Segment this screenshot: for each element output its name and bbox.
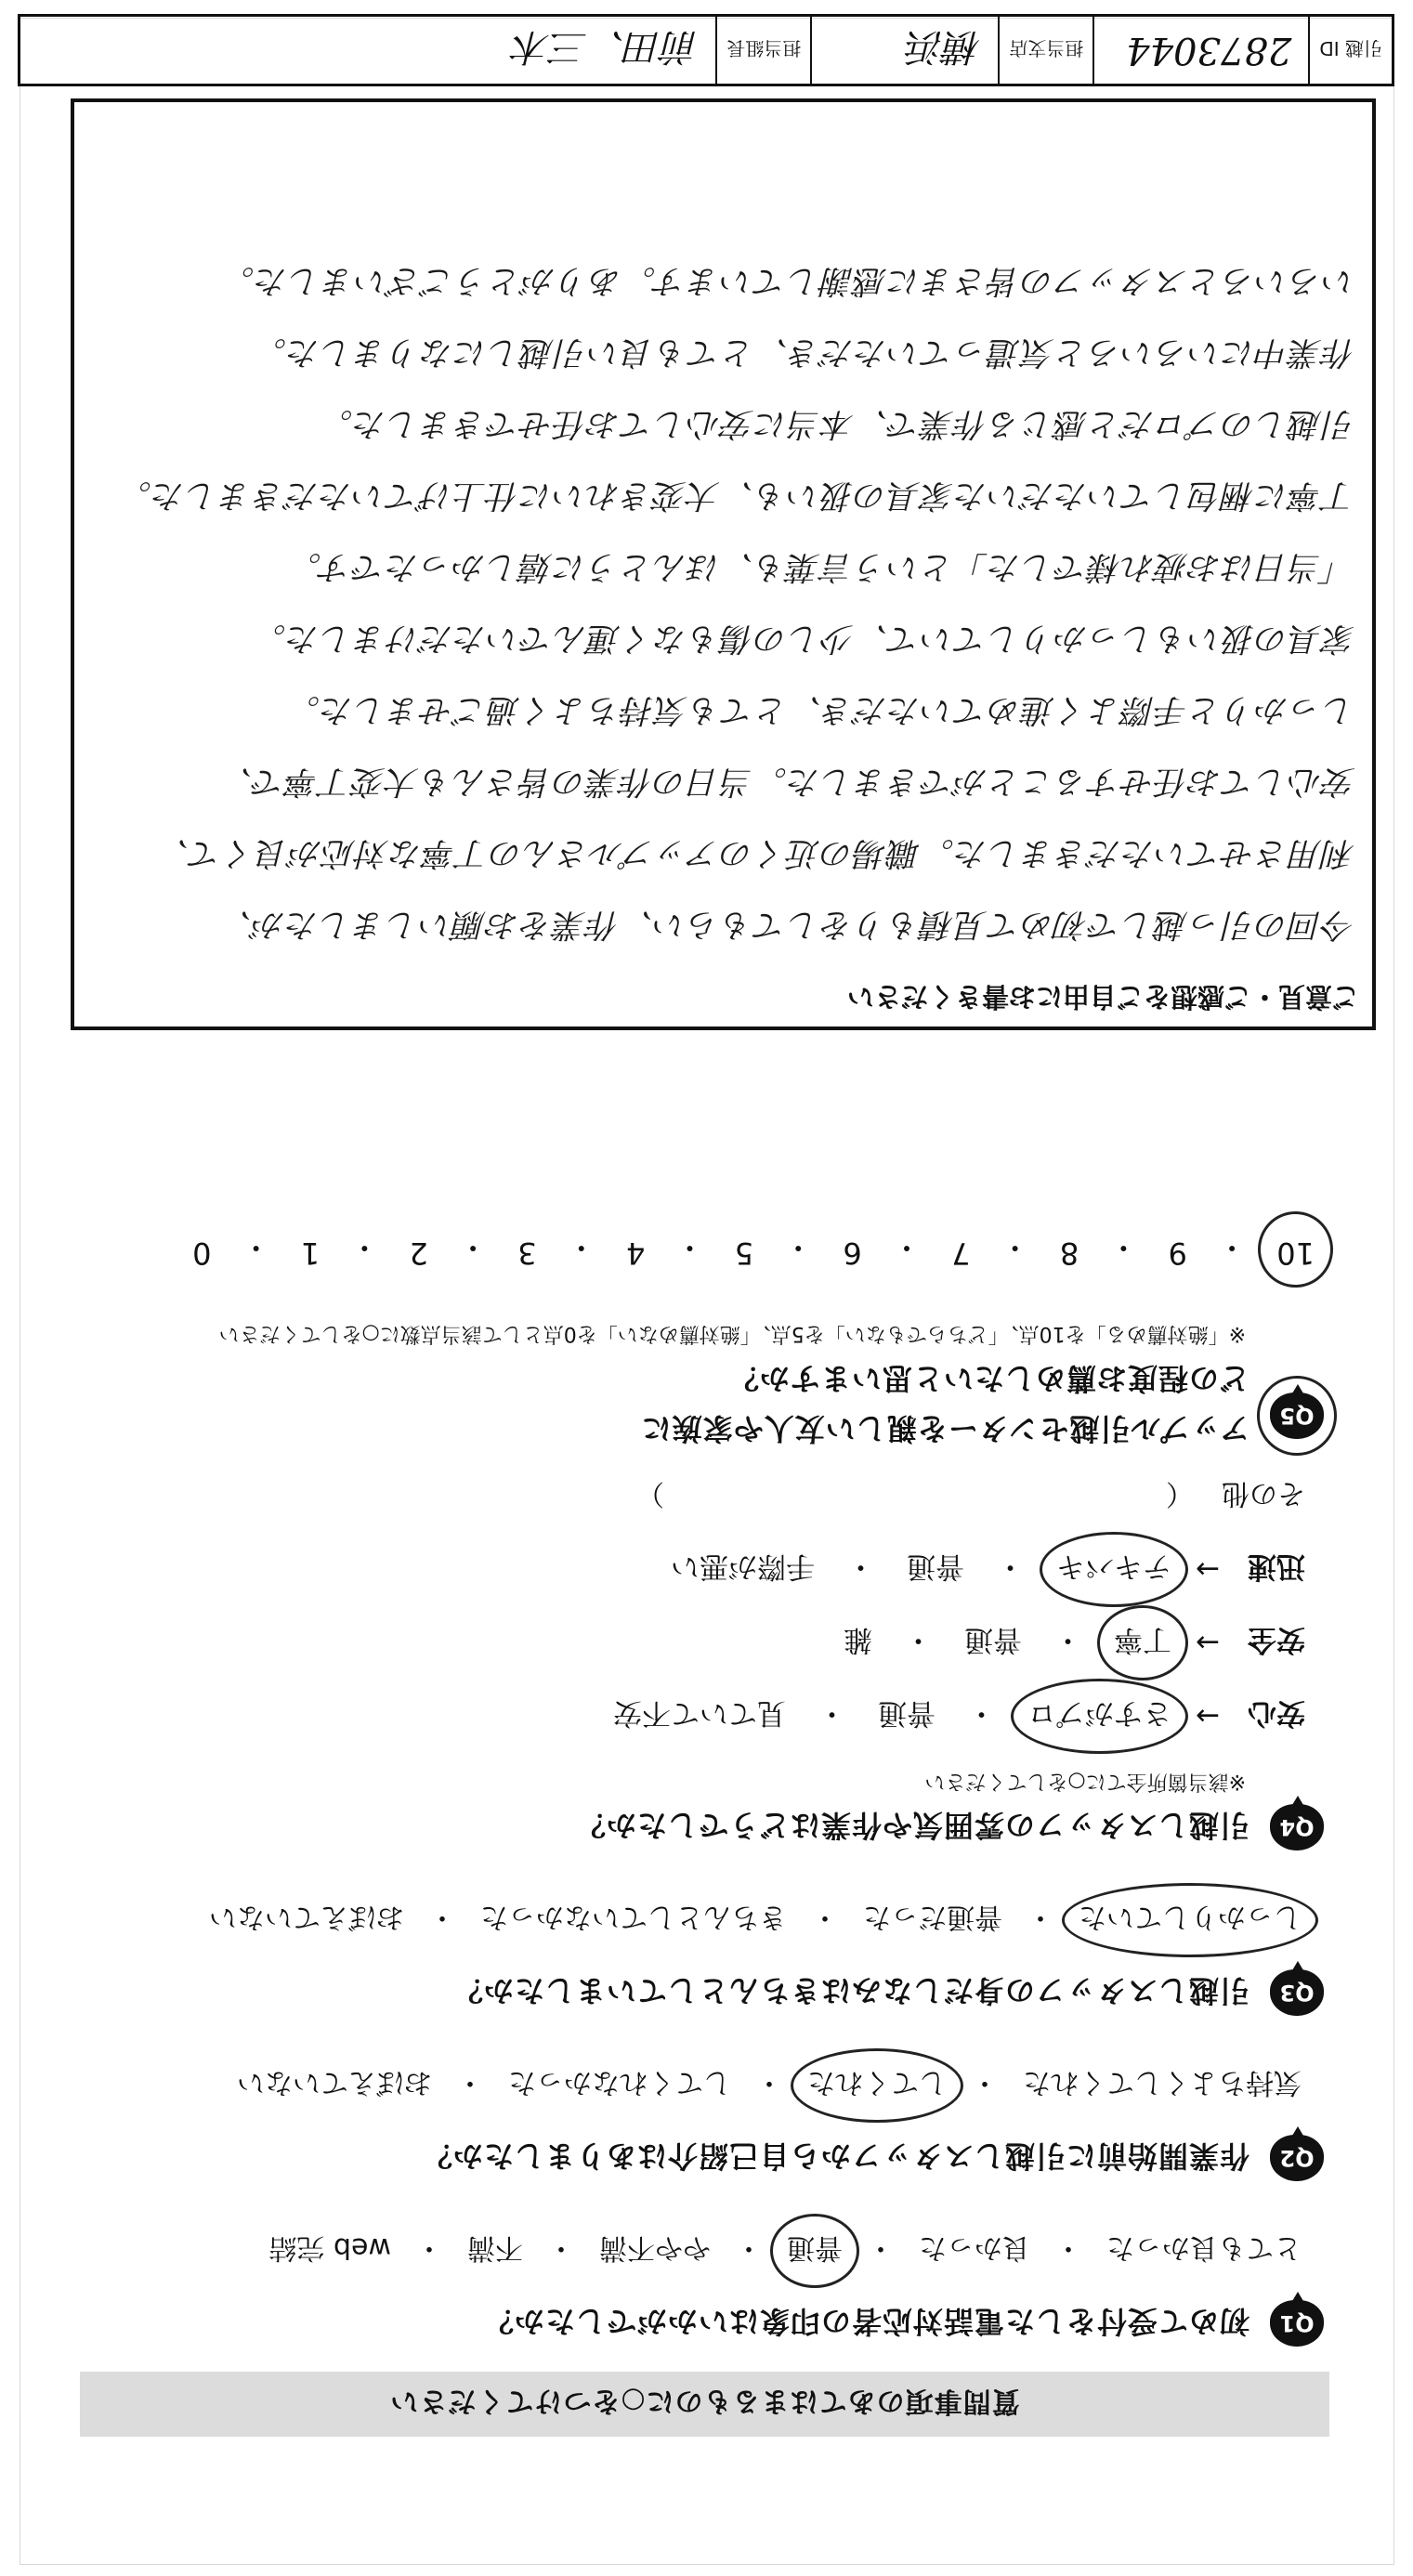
q3-option[interactable]: 普通だった bbox=[863, 1901, 1002, 1933]
q5-score[interactable]: 2 bbox=[409, 1236, 428, 1271]
q1-option[interactable]: 不満 bbox=[467, 2231, 523, 2264]
q5-text-line1: アップル引越センターを親しい友人や家族に bbox=[640, 1411, 1249, 1446]
q4-row-label: 安心 bbox=[1248, 1696, 1305, 1730]
q2-option[interactable]: おぼえていない bbox=[237, 2066, 432, 2099]
q5-score[interactable]: 3 bbox=[517, 1236, 537, 1271]
comment-line: 作業中にいろいろと気遣っていただき、とても良い引越しになりました。 bbox=[253, 333, 1355, 371]
q5-score[interactable]: 1 bbox=[300, 1236, 321, 1271]
comment-text bbox=[95, 244, 1355, 960]
q5-score[interactable]: 5 bbox=[734, 1236, 754, 1271]
q2-option[interactable]: 気持ちよくしてくれた bbox=[1023, 2066, 1302, 2099]
staff-value: 前田、三木 bbox=[513, 25, 700, 69]
q4-option[interactable]: 普通 bbox=[964, 1623, 1022, 1656]
question-1 bbox=[88, 2230, 1324, 2351]
q4-row-jinsoku: 迅速 → テキパキ ・ 普通 ・ 手際が悪い bbox=[88, 1549, 1305, 1590]
q3-options: しっかりしていた ・ 普通だった ・ きちんとしていなかった ・ おぼえていない bbox=[88, 1900, 1305, 1941]
q4-row-anzen: 安全 → 丁寧 ・ 普通 ・ 雑 bbox=[88, 1622, 1305, 1664]
q4-row-anshin: 安心 → さすがプロ ・ 普通 ・ 見ていて不安 bbox=[88, 1695, 1305, 1737]
comment-box[interactable] bbox=[71, 98, 1376, 1030]
comment-line: 「当日はお疲れ様でした」という言葉も、ほんとうに嬉しかったです。 bbox=[287, 548, 1355, 585]
q5-scale: 10 ・ 9 ・ 8 ・ 7 ・ 6 ・ 5 ・ 4 ・ 3 ・ 2 ・ 1 ・ 0 bbox=[187, 1228, 1320, 1271]
q1-option[interactable]: やや不満 bbox=[599, 2231, 711, 2264]
instruction-text: 質問事項のあてはまるものに○をつけてください bbox=[389, 2385, 1020, 2417]
q2-badge: Q2 bbox=[1270, 2135, 1324, 2181]
q2-option[interactable]: してくれなかった bbox=[508, 2066, 731, 2099]
id-label: 引越 ID bbox=[1319, 37, 1382, 60]
question-4 bbox=[88, 1476, 1324, 1855]
q4-option[interactable]: 手際が悪い bbox=[671, 1550, 815, 1583]
q1-option[interactable]: とても良かった bbox=[1106, 2231, 1302, 2264]
q2-options: 気持ちよくしてくれた ・ してくれた ・ してくれなかった ・ おぼえていない bbox=[88, 2065, 1305, 2106]
q4-option-selected[interactable]: テキパキ bbox=[1053, 1549, 1175, 1590]
q5-score[interactable]: 4 bbox=[625, 1236, 646, 1271]
q1-text: 初めて受付をした電話対応者の印象はいかがでしたか？ bbox=[482, 2304, 1249, 2339]
q3-badge: Q3 bbox=[1270, 1969, 1324, 2016]
q3-text: 引越しスタッフの身だしなみはきちんとしていましたか？ bbox=[451, 1973, 1249, 2008]
q1-option-selected[interactable]: 普通 bbox=[783, 2230, 846, 2271]
staff-label: 担当組長 bbox=[726, 37, 802, 60]
branch-label: 担当支店 bbox=[1009, 37, 1084, 60]
q4-option[interactable]: 雑 bbox=[844, 1623, 872, 1656]
branch-label-cell bbox=[998, 17, 1092, 84]
q5-badge: Q5 bbox=[1270, 1393, 1324, 1439]
q5-score-selected[interactable]: 10 bbox=[1271, 1228, 1320, 1271]
q5-score[interactable]: 9 bbox=[1168, 1236, 1187, 1271]
comment-line: 家具の扱いもしっかりしていて、少しの傷もなく運んでいただけました。 bbox=[252, 620, 1355, 657]
q3-option[interactable]: きちんとしていなかった bbox=[480, 1901, 787, 1933]
question-3 bbox=[88, 1900, 1324, 2020]
comment-title: ご意見・ご感想をご自由にお書きください bbox=[846, 981, 1359, 1013]
q4-badge: Q4 bbox=[1270, 1804, 1324, 1850]
comment-line: 利用させていただきました。職場の近くのアップルさんの丁寧な対応が良くて、 bbox=[155, 834, 1355, 871]
q5-score[interactable]: 6 bbox=[843, 1236, 862, 1271]
q4-option[interactable]: 普通 bbox=[907, 1550, 964, 1583]
q4-other-paren-open: （ bbox=[1166, 1477, 1194, 1510]
comment-line: しっかりと手際よく進めていただき、とても気持ちよく過ごせました。 bbox=[286, 691, 1355, 728]
q5-score[interactable]: 0 bbox=[192, 1236, 212, 1271]
q4-other bbox=[88, 1476, 1305, 1517]
id-band bbox=[18, 14, 1394, 86]
arrow-right-icon: → bbox=[1196, 1552, 1220, 1587]
q4-option-selected[interactable]: 丁寧 bbox=[1110, 1622, 1175, 1664]
q4-text: 引越しスタッフの雰囲気や作業はどうでしたか？ bbox=[574, 1808, 1249, 1843]
id-label-cell bbox=[1308, 17, 1392, 84]
q1-badge: Q1 bbox=[1270, 2300, 1324, 2347]
id-value: 2873044 bbox=[1126, 29, 1292, 72]
instruction-banner bbox=[80, 2372, 1329, 2437]
id-value-cell[interactable] bbox=[1092, 17, 1308, 84]
q3-option-selected[interactable]: しっかりしていた bbox=[1075, 1900, 1305, 1941]
q5-score[interactable]: 7 bbox=[951, 1236, 971, 1271]
q4-other-label: その他 bbox=[1222, 1477, 1305, 1510]
q5-text-line2: どの程度お薦めしたいと思いますか？ bbox=[727, 1361, 1249, 1396]
q4-other-paren-close[interactable]: ） bbox=[636, 1477, 664, 1510]
q2-text: 作業開始前に引越しスタッフから自己紹介はありましたか？ bbox=[421, 2138, 1249, 2174]
q4-option[interactable]: 普通 bbox=[878, 1696, 935, 1730]
arrow-right-icon: → bbox=[1196, 1626, 1220, 1660]
q4-row-label: 迅速 bbox=[1248, 1550, 1305, 1583]
comment-line: 安心してお任せすることができました。当日の作業の皆さんも大変丁寧で、 bbox=[218, 763, 1355, 800]
q1-options: とても良かった ・ 良かった ・ 普通 ・ やや不満 ・ 不満 ・ web 完結 bbox=[88, 2230, 1305, 2271]
q4-option-selected[interactable]: さすがプロ bbox=[1024, 1695, 1175, 1737]
q5-score[interactable]: 8 bbox=[1059, 1236, 1079, 1271]
question-2 bbox=[88, 2065, 1324, 2186]
comment-line: 今回の引っ越しで初めて見積もりをしてもらい、作業をお願いしましたが、 bbox=[217, 906, 1355, 943]
comment-line: 引越しのプロだと感じる作業で、本当に安心してお任せできました。 bbox=[319, 405, 1355, 442]
question-5 bbox=[88, 1321, 1324, 1452]
q2-option-selected[interactable]: してくれた bbox=[804, 2065, 950, 2106]
branch-value-cell[interactable] bbox=[810, 17, 998, 84]
comment-line: 丁寧に梱包していただいた家具の扱いも、大変きれいに仕上げていただきました。 bbox=[117, 477, 1355, 514]
staff-label-cell bbox=[715, 17, 810, 84]
q4-option[interactable]: 見ていて不安 bbox=[613, 1696, 786, 1730]
branch-value: 横浜 bbox=[907, 25, 982, 69]
q1-option[interactable]: 良かった bbox=[919, 2231, 1030, 2264]
q1-option[interactable]: web 完結 bbox=[268, 2231, 391, 2264]
staff-value-cell[interactable] bbox=[20, 17, 715, 84]
comment-line: いろいろとスタッフの皆さまに感謝しています。ありがとうございました。 bbox=[220, 262, 1355, 299]
q4-row-label: 安全 bbox=[1248, 1623, 1305, 1656]
q4-note: ※該当箇所全てに○をしてください bbox=[924, 1770, 1246, 1793]
arrow-right-icon: → bbox=[1196, 1699, 1220, 1733]
q5-note: ※「絶対薦める」を10点、「どちらでもない」を5点、「絶対薦めない」を0点として該当点数に○をしてください bbox=[218, 1322, 1246, 1345]
q3-option[interactable]: おぼえていない bbox=[209, 1901, 404, 1933]
